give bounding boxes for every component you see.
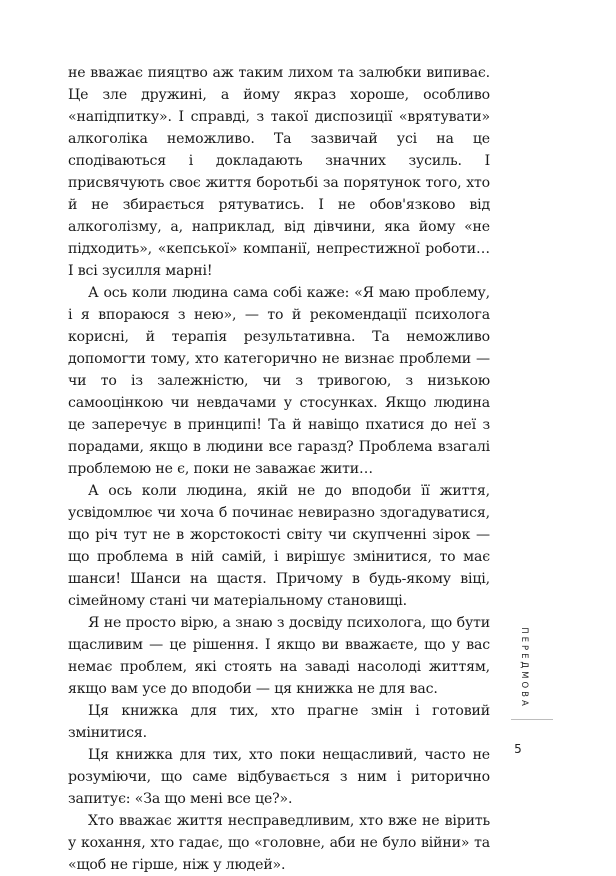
page-number: 5 <box>514 742 522 756</box>
paragraph-3: А ось коли людина, якій не до вподоби її життя, усвідомлює чи хоча б починає невиразно здогадуватися, що річ тут не в жорстокості світу чи скупченні зірок — що проблема в ній самій, і вирішує змінитися, то має шанси! Шанси на щастя. Причому в будь-якому віці, сімейному стані чи матеріальному становищі. <box>68 483 490 609</box>
running-head-label: ПЕРЕДМОВА <box>519 627 529 709</box>
running-head <box>506 624 542 712</box>
body-text <box>68 62 490 876</box>
paragraph-5: Ця книжка для тих, хто прагне змін і готовий змінитися. <box>68 703 490 741</box>
paragraph-2: А ось коли людина сама собі каже: «Я маю проблему, і я впораюся з нею», — то й рекомендації психолога корисні, й терапія результативна. Та неможливо допомогти тому, хто категорично не визнає проблеми — чи то із залежністю, чи з тривогою, з низькою самооцінкою чи невдачами у стосунках. Якщо людина це заперечує в принципі! Та й навіщо пхатися до неї з порадами, якщо в людини все гаразд? Проблема взагалі проблемою не є, поки не заважає жити… <box>68 285 490 477</box>
margin-rule <box>511 719 553 720</box>
paragraph-7: Хто вважає життя несправедливим, хто вже не вірить у кохання, хто гадає, що «головне, аби не було війни» та «щоб не гірше, ніж у людей». <box>68 813 490 873</box>
paragraph-1: не вважає пияцтво аж таким лихом та залюбки випиває. Це зле дружині, а йому якраз хороше, особливо «напідпитку». І справді, з такої диспозиції «врятувати» алкоголіка неможливо. Та зазвичай усі на це сподіваються і докладають значних зусиль. І присвячують своє життя боротьбі за порятунок того, хто й не збирається рятуватись. І не обов'язково від алкоголізму, а, наприклад, від дівчини, яка йому «не підходить», «кепської» компанії, непрестижної роботи… І всі зусилля марні! <box>68 65 490 279</box>
paragraph-6: Ця книжка для тих, хто поки нещасливий, часто не розуміючи, що саме відбувається з ним і риторично запитує: «За що мені все це?». <box>68 747 490 807</box>
paragraph-4: Я не просто вірю, а знаю з досвіду психолога, що бути щасливим — це рішення. І якщо ви вважаєте, що у вас немає проблем, які стоять на заваді насолоді життям, якщо вам усе до вподоби — ця книжка не для вас. <box>68 615 490 697</box>
